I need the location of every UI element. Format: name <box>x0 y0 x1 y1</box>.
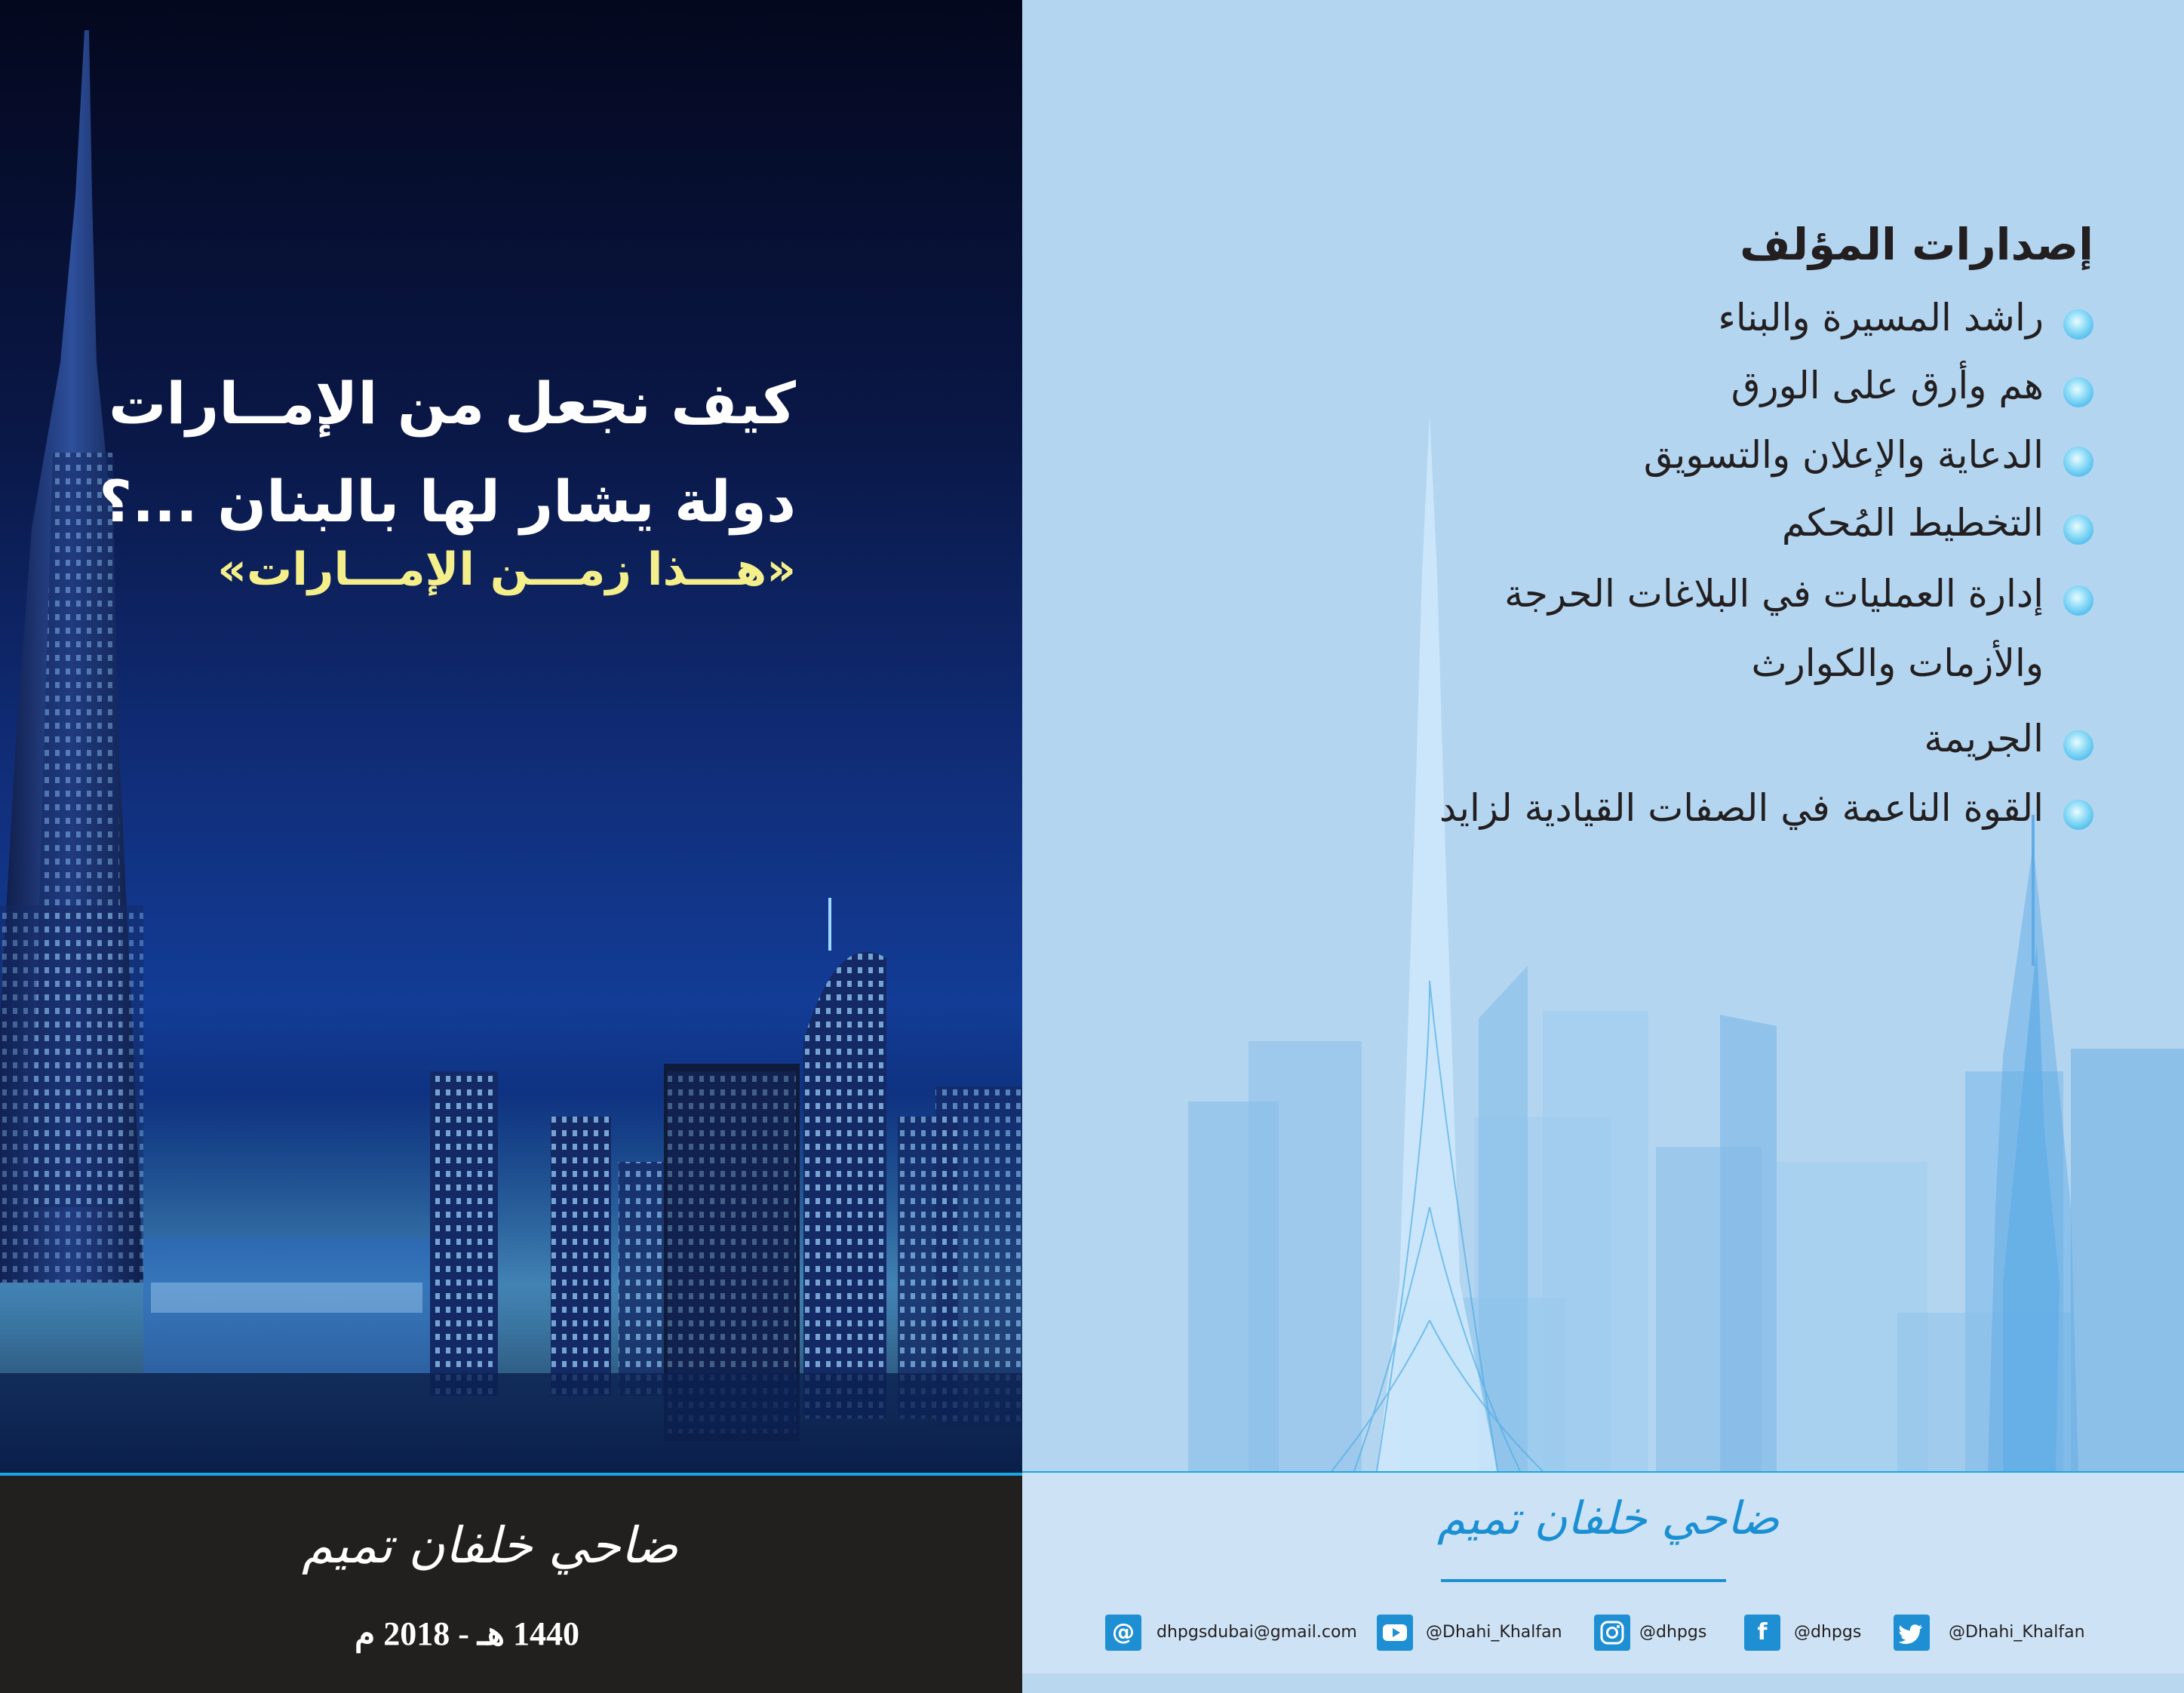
youtube-icon-glyph <box>1377 1615 1413 1651</box>
front-subtitle: «هـــذا زمـــن الإمـــارات» <box>217 543 796 596</box>
facebook-link[interactable]: @dhpgs <box>1794 1623 1862 1642</box>
youtube-link[interactable]: @Dhahi_Khalfan <box>1426 1623 1562 1642</box>
book-bullet-icon <box>2063 309 2093 340</box>
book-item: الجريمة <box>1924 717 2044 760</box>
front-title-line-2: دولة يشار لها بالبنان ...؟ <box>99 468 796 535</box>
dubai-night-skyline-photo <box>0 0 1022 1476</box>
skyline-illustration <box>0 0 1022 1476</box>
book-item: التخطيط المُحكم <box>1781 501 2044 545</box>
back-cover <box>1022 0 2184 1693</box>
book-bullet-icon <box>2063 447 2093 477</box>
book-bullet-icon <box>2063 585 2093 616</box>
email-icon: @ <box>1105 1615 1141 1651</box>
book-bullet-icon <box>2063 800 2093 830</box>
book-item: القوة الناعمة في الصفات القيادية لزايد <box>1439 786 2044 830</box>
twitter-icon-glyph <box>1894 1615 1930 1651</box>
front-title-line-1: كيف نجعل من الإمــارات <box>109 370 796 437</box>
youtube-icon <box>1377 1615 1413 1651</box>
book-bullet-icon <box>2063 515 2093 545</box>
book-item-continuation: والأزمات والكوارث <box>1751 641 2044 685</box>
instagram-icon-glyph <box>1594 1615 1630 1651</box>
book-item: هم وأرق على الورق <box>1731 364 2044 407</box>
book-bullet-icon <box>2063 377 2093 407</box>
books-heading: إصدارات المؤلف <box>1740 219 2093 270</box>
facebook-icon: f <box>1744 1615 1780 1651</box>
calligraphy-underline <box>1441 1579 1726 1582</box>
book-item: الدعاية والإعلان والتسويق <box>1643 433 2044 477</box>
instagram-link[interactable]: @dhpgs <box>1639 1623 1707 1642</box>
book-bullet-icon <box>2063 730 2093 760</box>
front-cover <box>0 0 1022 1693</box>
instagram-icon <box>1594 1615 1630 1651</box>
back-bottom-strip <box>1022 1673 2184 1693</box>
book-item: راشد المسيرة والبناء <box>1718 296 2044 340</box>
back-author-calligraphy: ضاحي خلفان تميم <box>1437 1492 1780 1545</box>
book-item: إدارة العمليات في البلاغات الحرجة <box>1504 572 2044 616</box>
twitter-link[interactable]: @Dhahi_Khalfan <box>1949 1623 2085 1642</box>
twitter-icon <box>1894 1615 1930 1651</box>
front-bottom-bar <box>0 1476 1022 1693</box>
front-author-calligraphy: ضاحي خلفان تميم <box>302 1516 678 1575</box>
email-link[interactable]: dhpgsdubai@gmail.com <box>1157 1623 1357 1642</box>
publication-year: 1440 هـ - 2018 م <box>355 1615 579 1652</box>
